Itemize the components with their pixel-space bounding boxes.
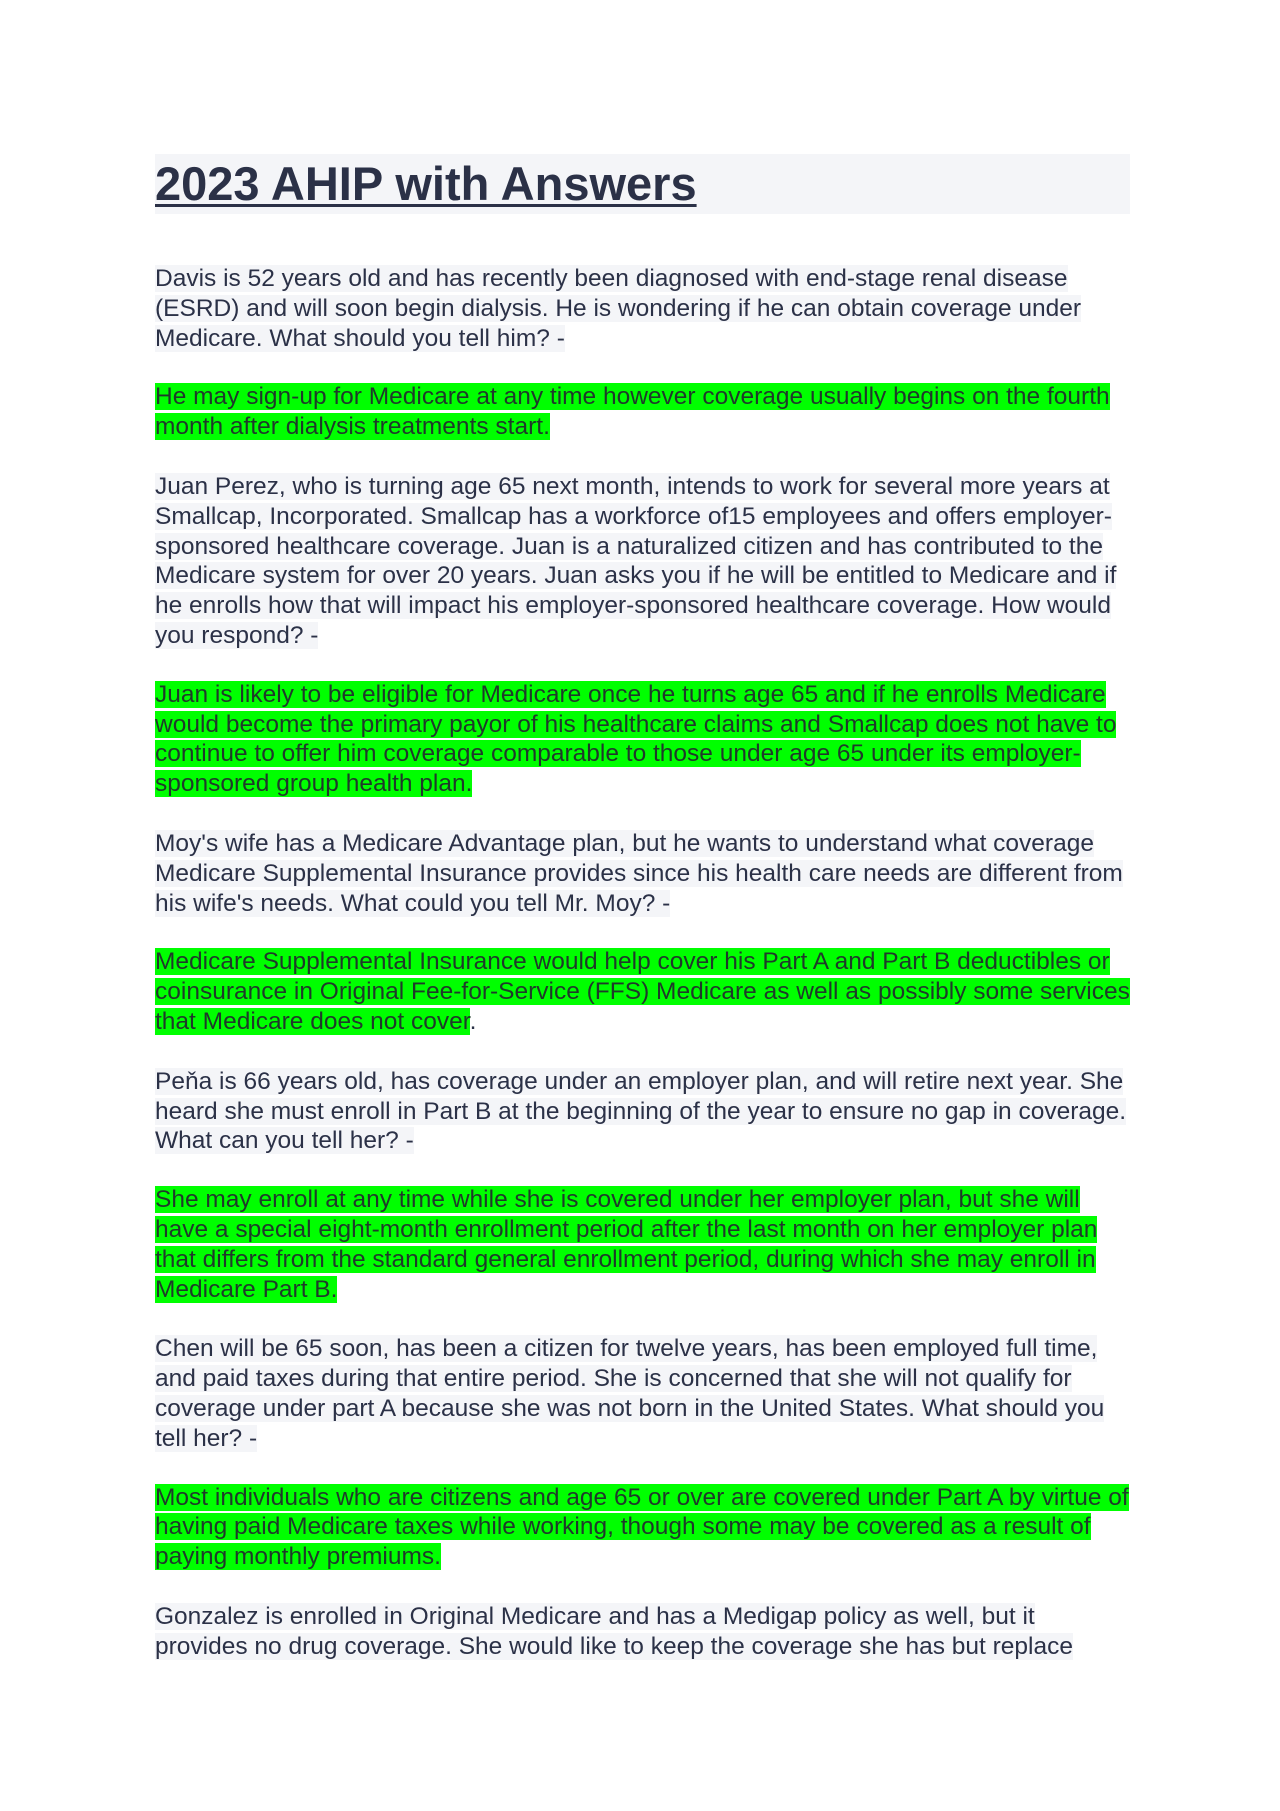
question-4 <box>155 1067 1130 1156</box>
answer-text: Most individuals who are citizens and age 65 or over are covered under Part A by virtue of having paid Medicare taxes while working, though some may be covered as a result of paying monthly premiums. <box>155 1483 1129 1571</box>
question-text: Gonzalez is enrolled in Original Medicare and has a Medigap policy as well, but it provides no drug coverage. She would like to keep the coverage she has but replace <box>155 1602 1073 1660</box>
question-5 <box>155 1334 1130 1453</box>
question-text: Juan Perez, who is turning age 65 next month, intends to work for several more years at Smallcap, Incorporated. Smallcap has a workforce of15 employees and offers employer-sponsored healthcare coverage. Juan is a naturalized citizen and has contributed to the Medicare system for over 20 years. Juan asks you if he will be entitled to Medicare and if he enrolls how that will impact his employer-sponsored healthcare coverage. How would you respond? - <box>155 472 1117 649</box>
answer-tail: . <box>469 1007 477 1035</box>
answer-5 <box>155 1483 1130 1572</box>
question-2 <box>155 472 1130 651</box>
spacer <box>155 214 1130 264</box>
question-text: Davis is 52 years old and has recently been diagnosed with end-stage renal disease (ESRD) and will soon begin dialysis. He is wondering if he can obtain coverage under Medicare. What should you tell him? - <box>155 265 1082 352</box>
answer-text: Medicare Supplemental Insurance would help cover his Part A and Part B deductibles or coinsurance in Original Fee-for-Service (FFS) Medicare as well as possibly some services that Medicare does not cover <box>155 948 1130 1035</box>
question-6 <box>155 1602 1130 1662</box>
question-text: Chen will be 65 soon, has been a citizen for twelve years, has been employed full time, and paid taxes during that entire period. She is concerned that she will not qualify for coverage under part A because she was not born in the United States. What should you tell her? - <box>155 1335 1105 1452</box>
question-1 <box>155 264 1130 353</box>
answer-4 <box>155 1185 1130 1304</box>
question-text: Peňa is 66 years old, has coverage under an employer plan, and will retire next year. She heard she must enroll in Part B at the beginning of the year to ensure no gap in coverage. What can you tell her? - <box>155 1067 1127 1155</box>
question-3 <box>155 829 1130 918</box>
document-title: 2023 AHIP with Answers <box>155 157 697 210</box>
answer-text: She may enroll at any time while she is covered under her employer plan, but she will have a special eight-month enrollment period after the last month on her employer plan that differs from the standard general enrollment period, during which she may enroll in Medicare Part B. <box>155 1186 1098 1303</box>
title-bar <box>155 154 1130 214</box>
answer-3 <box>155 947 1130 1036</box>
answer-text: He may sign-up for Medicare at any time however coverage usually begins on the fourth month after dialysis treatments start. <box>155 383 1110 441</box>
answer-text: Juan is likely to be eligible for Medicare once he turns age 65 and if he enrolls Medicare would become the primary payor of his healthcare claims and Smallcap does not have to continue to offer him coverage comparable to those under age 65 under its employer-sponsored group health plan. <box>155 680 1117 798</box>
answer-2 <box>155 680 1130 799</box>
document-page <box>155 154 1130 1690</box>
question-text: Moy's wife has a Medicare Advantage plan, but he wants to understand what coverage Medicare Supplemental Insurance provides since his health care needs are different from his wife's needs. What could you tell Mr. Moy? - <box>155 829 1123 917</box>
qa-list <box>155 264 1130 1661</box>
answer-1 <box>155 382 1130 442</box>
